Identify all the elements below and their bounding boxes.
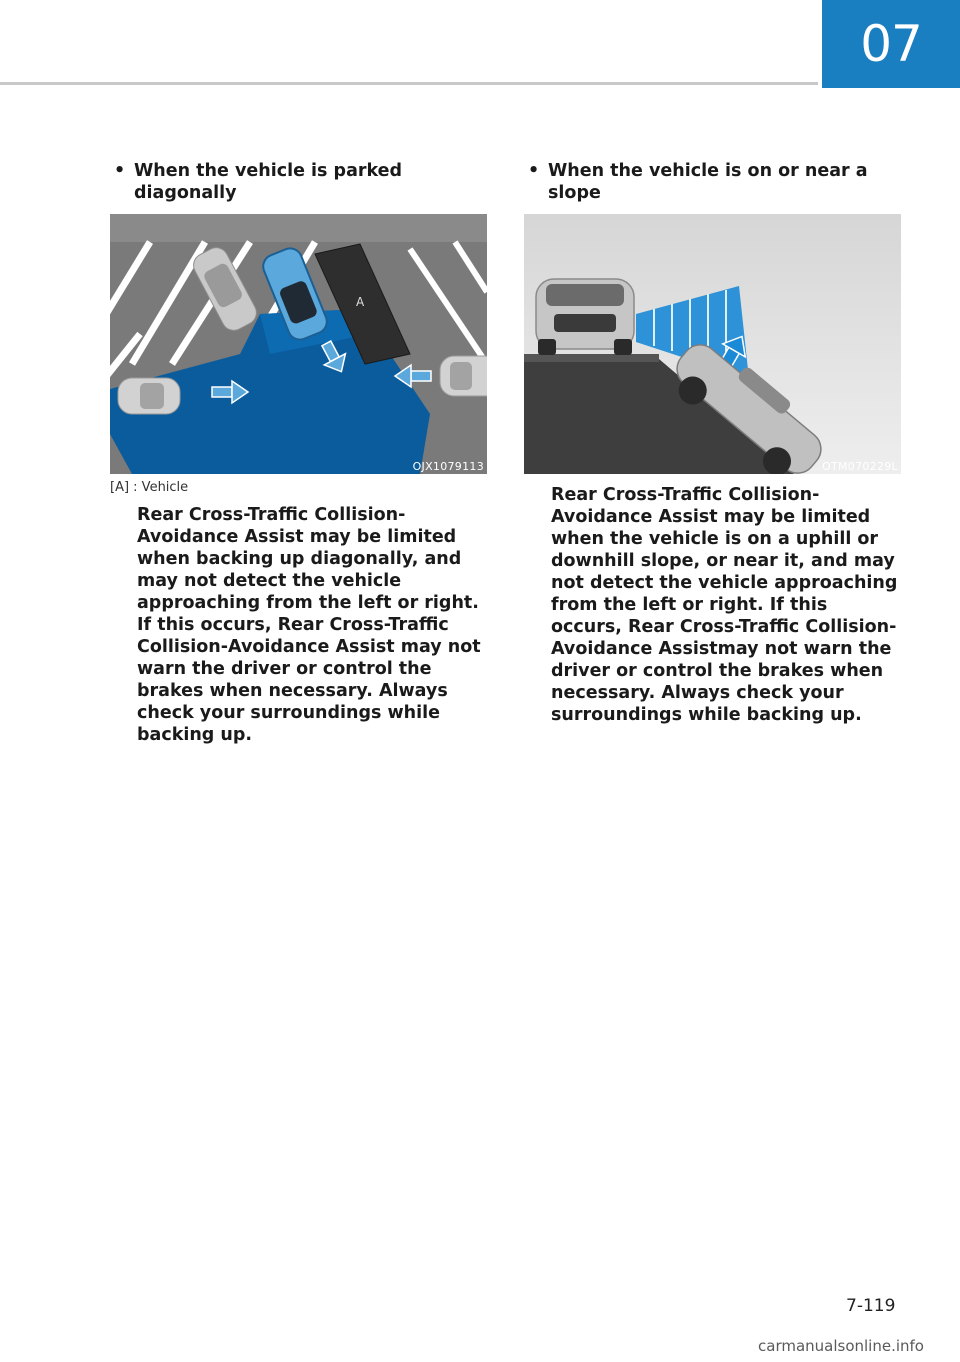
chapter-tab: 07	[822, 0, 960, 88]
figure-label-a: A	[356, 295, 365, 309]
slope-figure	[524, 214, 901, 474]
right-body-text: Rear Cross-Traffic Collision-Avoidance Assist may be limited when the vehicle is on a uphill or downhill slope, or near it, and may not detect the vehicle approaching from the left or right. If this occurs, Rear Cross-Traffic Collision-Avoidance Assistmay not warn the driver or control the brakes when necessary. Always check your surroundings while backing up.	[551, 485, 898, 725]
upper-car-icon	[536, 279, 634, 355]
left-heading-text: When the vehicle is parked diagonally	[134, 161, 403, 203]
header-rule	[0, 82, 818, 85]
diagonal-parking-figure	[110, 214, 487, 474]
slope-illustration	[524, 214, 901, 474]
bullet-icon: •	[528, 161, 540, 181]
page-number: 7-119	[846, 1296, 896, 1316]
right-heading	[524, 160, 904, 204]
left-approach-car-icon	[118, 378, 180, 414]
bullet-icon: •	[114, 161, 126, 181]
left-column	[110, 160, 490, 746]
left-body-text: Rear Cross-Traffic Collision-Avoidance Assist may be limited when backing up diagonally, and may not detect the vehicle approaching from the left or right. If this occurs, Rear Cross-Traffic Collision-Avoidance Assist may not warn the driver or control the brakes when necessary. Always check your surroundings while backing up.	[137, 505, 481, 745]
diagonal-parking-illustration	[110, 214, 487, 474]
left-heading	[110, 160, 490, 204]
right-approach-car-icon	[440, 356, 487, 396]
figure-code: OTM070229L	[822, 460, 898, 473]
right-column	[524, 160, 904, 726]
figure-code: OJX1079113	[412, 460, 484, 473]
figure-caption: [A] : Vehicle	[110, 480, 189, 495]
right-heading-text: When the vehicle is on or near a slope	[548, 161, 868, 203]
watermark: carmanualsonline.info	[758, 1337, 924, 1355]
